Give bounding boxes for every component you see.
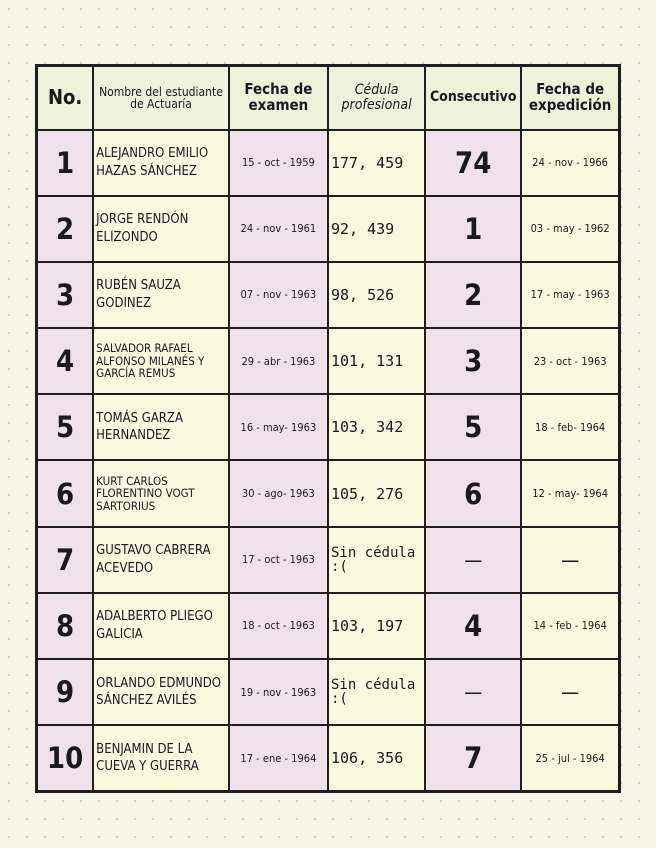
student-name: KURT CARLOS FLORENTINO VOGT SARTORIUS bbox=[93, 460, 229, 526]
table-row bbox=[37, 659, 620, 725]
cedula-missing: Sin cédula :( bbox=[328, 659, 425, 725]
table-row bbox=[37, 593, 620, 659]
student-name: ORLANDO EDMUNDO SÁNCHEZ AVILÉS bbox=[93, 659, 229, 725]
row-number: 1 bbox=[37, 130, 94, 196]
exam-date: 07 - nov - 1963 bbox=[229, 262, 328, 328]
cedula-number: 98, 526 bbox=[328, 262, 425, 328]
row-number: 4 bbox=[37, 328, 94, 394]
cedula-number: 103, 342 bbox=[328, 394, 425, 460]
header-row bbox=[37, 66, 620, 130]
exam-date: 18 - oct - 1963 bbox=[229, 593, 328, 659]
table-row bbox=[37, 460, 620, 526]
table-row bbox=[37, 196, 620, 262]
consecutive-number: 1 bbox=[425, 196, 521, 262]
student-name: ALEJANDRO EMILIO HAZAS SÁNCHEZ bbox=[93, 130, 229, 196]
students-table bbox=[35, 64, 621, 793]
row-number: 9 bbox=[37, 659, 94, 725]
expedition-date: 14 - feb - 1964 bbox=[521, 593, 619, 659]
cedula-number: 177, 459 bbox=[328, 130, 425, 196]
consecutive-number: 5 bbox=[425, 394, 521, 460]
header-exam-date: Fecha de examen bbox=[229, 66, 328, 130]
row-number: 6 bbox=[37, 460, 94, 526]
student-name: RUBÉN SAUZA GODINEZ bbox=[93, 262, 229, 328]
exam-date: 29 - abr - 1963 bbox=[229, 328, 328, 394]
cedula-number: 103, 197 bbox=[328, 593, 425, 659]
expedition-date: 03 - may - 1962 bbox=[521, 196, 619, 262]
row-number: 3 bbox=[37, 262, 94, 328]
consecutive-number: 74 bbox=[425, 130, 521, 196]
exam-date: 19 - nov - 1963 bbox=[229, 659, 328, 725]
row-number: 2 bbox=[37, 196, 94, 262]
student-name: TOMÁS GARZA HERNANDEZ bbox=[93, 394, 229, 460]
expedition-date: 23 - oct - 1963 bbox=[521, 328, 619, 394]
row-number: 5 bbox=[37, 394, 94, 460]
row-number: 10 bbox=[37, 725, 94, 791]
student-name: BENJAMIN DE LA CUEVA Y GUERRA bbox=[93, 725, 229, 791]
cedula-number: 92, 439 bbox=[328, 196, 425, 262]
expedition-date: 12 - may- 1964 bbox=[521, 460, 619, 526]
cedula-number: 106, 356 bbox=[328, 725, 425, 791]
student-name: JORGE RENDÓN ELIZONDO bbox=[93, 196, 229, 262]
expedition-date: — bbox=[521, 659, 619, 725]
table-row bbox=[37, 262, 620, 328]
header-expedition: Fecha de expedición bbox=[521, 66, 619, 130]
table-row bbox=[37, 725, 620, 791]
expedition-date: 24 - nov - 1966 bbox=[521, 130, 619, 196]
header-cedula: Cédula profesional bbox=[328, 66, 425, 130]
table-row bbox=[37, 328, 620, 394]
student-name: ADALBERTO PLIEGO GALICIA bbox=[93, 593, 229, 659]
expedition-date: 25 - jul - 1964 bbox=[521, 725, 619, 791]
expedition-date: — bbox=[521, 527, 619, 593]
consecutive-number: — bbox=[425, 659, 521, 725]
exam-date: 30 - ago- 1963 bbox=[229, 460, 328, 526]
student-name: SALVADOR RAFAEL ALFONSO MILANÉS Y GARCÍA REMUS bbox=[93, 328, 229, 394]
row-number: 7 bbox=[37, 527, 94, 593]
table-row bbox=[37, 130, 620, 196]
exam-date: 17 - ene - 1964 bbox=[229, 725, 328, 791]
cedula-number: 105, 276 bbox=[328, 460, 425, 526]
table-row bbox=[37, 527, 620, 593]
consecutive-number: — bbox=[425, 527, 521, 593]
exam-date: 17 - oct - 1963 bbox=[229, 527, 328, 593]
consecutive-number: 3 bbox=[425, 328, 521, 394]
consecutive-number: 6 bbox=[425, 460, 521, 526]
consecutive-number: 2 bbox=[425, 262, 521, 328]
row-number: 8 bbox=[37, 593, 94, 659]
student-name: GUSTAVO CABRERA ACEVEDO bbox=[93, 527, 229, 593]
header-no: No. bbox=[37, 66, 94, 130]
consecutive-number: 7 bbox=[425, 725, 521, 791]
cedula-missing: Sin cédula :( bbox=[328, 527, 425, 593]
expedition-date: 18 - feb- 1964 bbox=[521, 394, 619, 460]
header-name: Nombre del estudiante de Actuaría bbox=[93, 66, 229, 130]
exam-date: 24 - nov - 1961 bbox=[229, 196, 328, 262]
header-consecutive: Consecutivo bbox=[425, 66, 521, 130]
expedition-date: 17 - may - 1963 bbox=[521, 262, 619, 328]
consecutive-number: 4 bbox=[425, 593, 521, 659]
exam-date: 15 - oct - 1959 bbox=[229, 130, 328, 196]
exam-date: 16 - may- 1963 bbox=[229, 394, 328, 460]
cedula-number: 101, 131 bbox=[328, 328, 425, 394]
table-row bbox=[37, 394, 620, 460]
